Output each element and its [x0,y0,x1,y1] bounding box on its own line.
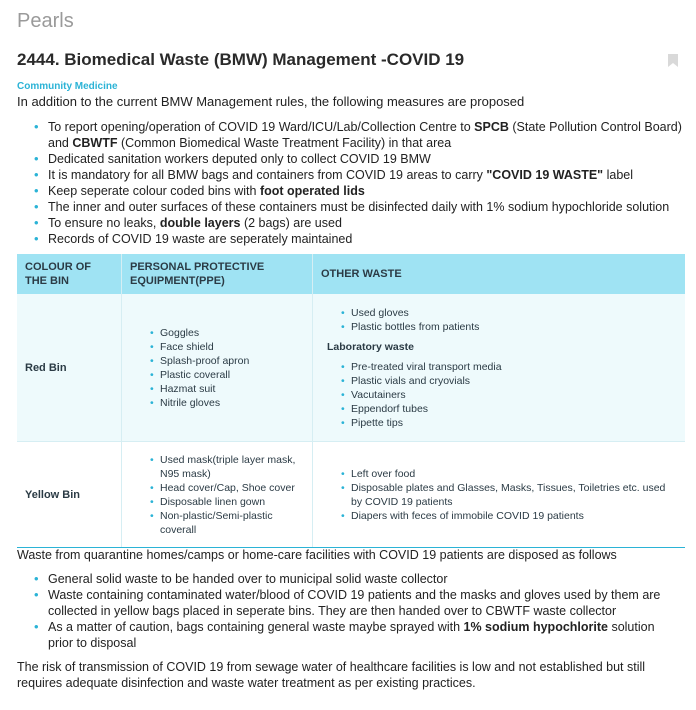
bookmark-icon[interactable] [668,54,678,67]
list-item: • The inner and outer surfaces of these containers must be disinfected daily with 1% sodium hypochloride solution [34,199,689,215]
list-item: • Disposable linen gown [150,495,304,509]
list-item: • Used mask(triple layer mask, N95 mask) [150,453,304,481]
list-item: • Head cover/Cap, Shoe cover [150,481,304,495]
list-item: • Vacutainers [341,388,677,402]
list-item: • Splash-proof apron [150,354,304,368]
header-bin-colour: COLOUR OF THE BIN [17,254,122,294]
table-row [17,294,685,442]
list-item: • Diapers with feces of immobile COVID 19 patients [341,509,677,523]
section-title: Pearls [17,10,74,32]
list-item: • General solid waste to be handed over to municipal solid waste collector [34,571,682,587]
list-item: • Left over food [341,467,677,481]
list-item: • Hazmat suit [150,382,304,396]
red-ppe-list [130,326,304,410]
quarantine-intro: Waste from quarantine homes/camps or home-care facilities with COVID 19 patients are disposed as follows [17,548,617,562]
list-item: • To ensure no leaks, double layers (2 bags) are used [34,215,689,231]
list-item: • Non-plastic/Semi-plastic coverall [150,509,304,537]
table-header-row [17,254,685,294]
intro-text: In addition to the current BMW Management rules, the following measures are proposed [17,94,525,109]
list-item: • Pipette tips [341,416,677,430]
closing-paragraph: The risk of transmission of COVID 19 from sewage water of healthcare facilities is low and not established but still requires adequate disinfection and waste water treatment as per existing practices. [17,660,646,690]
yellow-ppe-list [130,453,304,537]
header-other-waste: OTHER WASTE [313,254,686,294]
lab-waste-heading: Laboratory waste [327,340,414,353]
pearl-title: 2444. Biomedical Waste (BMW) Management -COVID 19 [17,50,465,69]
list-item: • Goggles [150,326,304,340]
list-item: • Disposable plates and Glasses, Masks, Tissues, Toiletries etc. used by COVID 19 patients [341,481,677,509]
list-item: • Plastic vials and cryovials [341,374,677,388]
table-row [17,442,685,548]
list-item: • Nitrile gloves [150,396,304,410]
list-item: • To report opening/operation of COVID 19 Ward/ICU/Lab/Collection Centre to SPCB (State Pollution Control Board) and CBWTF (Common Biomedical Waste Treatment Facility) in that area [34,119,689,151]
list-item: • Records of COVID 19 waste are seperately maintained [34,231,689,247]
red-lab-list [321,360,677,430]
red-other-list [321,306,677,334]
list-item: • As a matter of caution, bags containing general waste maybe sprayed with 1% sodium hypochlorite solution prior to disposal [34,619,682,651]
list-item: • Eppendorf tubes [341,402,677,416]
list-item: • Face shield [150,340,304,354]
quarantine-list [34,571,682,651]
bin-table [17,254,685,547]
list-item: • Plastic bottles from patients [341,320,677,334]
list-item: • Dedicated sanitation workers deputed only to collect COVID 19 BMW [34,151,689,167]
list-item: • Plastic coverall [150,368,304,382]
yellow-other-list [321,467,677,523]
subject-tag[interactable]: Community Medicine [17,81,118,92]
list-item: • Keep seperate colour coded bins with foot operated lids [34,183,689,199]
list-item: • Waste containing contaminated water/blood of COVID 19 patients and the masks and gloves used by them are collected in yellow bags placed in seperate bins. They are then handed over to CBWTF waste collector [34,587,682,619]
list-item: • Pre-treated viral transport media [341,360,677,374]
measures-list [34,119,689,247]
header-ppe: PERSONAL PROTECTIVE EQUIPMENT(PPE) [122,254,313,294]
list-item: • Used gloves [341,306,677,320]
list-item: • It is mandatory for all BMW bags and containers from COVID 19 areas to carry "COVID 19 WASTE" label [34,167,689,183]
yellow-bin-label: Yellow Bin [25,488,81,501]
red-bin-label: Red Bin [25,361,67,374]
